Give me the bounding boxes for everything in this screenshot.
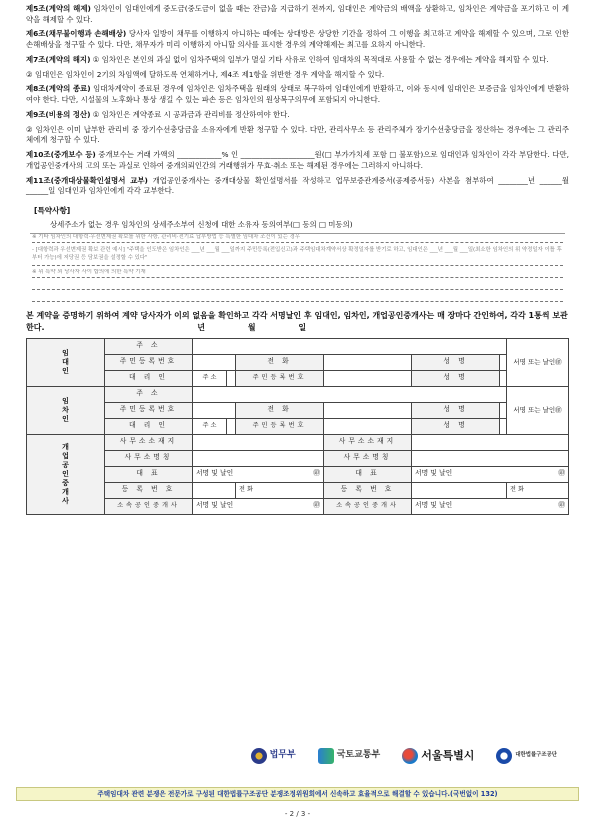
agency-logos: [0, 748, 595, 764]
agent1-belong-sign-label: 서명 및 날인: [195, 501, 234, 510]
agent2-office-name-field[interactable]: [412, 450, 569, 466]
agent1-rep-seal[interactable]: ㊞: [313, 469, 320, 478]
lessor-proxy-addr-field[interactable]: [226, 370, 235, 386]
article-6-body: 당사자 일방이 채무를 이행하지 아니하는 때에는 상대방은 상당한 기간을 정하여 그 이행을 최고하고 계약을 해제할 수 있으며, 그로 인한 손해배상을 청구할 수 있다. 다만, 채무자가 미리 이행하지 아니할 의사를 표시한 경우의 계약해제는 최고를 요하지 아니한다.: [26, 29, 569, 50]
lessor-regno-field[interactable]: [192, 354, 235, 370]
article-11-body: 개업공인중개사는 중개대상물 확인설명서를 작성하고 업무보증관계증서(공제증서등) 사본을 첨부하여 ________년 ______월 ______일 임대인과 임차인에게 각각 교부한다.: [26, 175, 569, 196]
lessee-phone-field[interactable]: [324, 402, 412, 418]
lessor-seal[interactable]: 서명 또는 날인㊞: [507, 338, 569, 386]
lessee-proxy-label: 대 리 인: [104, 418, 192, 434]
logo-moj: [251, 748, 296, 764]
article-5-body: 임차인이 임대인에게 중도금(중도금이 없을 때는 잔금)을 지급하기 전까지, 임대인은 계약금의 배액을 상환하고, 임차인은 계약금을 포기하고 이 계약을 해제할 수 있다.: [26, 4, 569, 24]
lessee-row-address: [27, 386, 569, 402]
agent-row-name: [27, 450, 569, 466]
lessee-proxy-name-label: 성 명: [412, 418, 500, 434]
proof-text: 본 계약을 증명하기 위하여 계약 당사자가 이의 없음을 확인하고 각각 서명날인 후 임대인, 임차인, 개업공인중개사는 매 장마다 간인하여, 각각 1통씩 보관한다.: [26, 310, 568, 332]
article-7: [26, 55, 569, 66]
lessor-proxy-regno-field[interactable]: [324, 370, 412, 386]
lessor-row-proxy: [27, 370, 569, 386]
date-month[interactable]: 월: [247, 322, 256, 332]
lessee-proxy-regno-label: 주민등록번호: [236, 418, 324, 434]
lessor-phone-field[interactable]: [324, 354, 412, 370]
lessor-name-field[interactable]: [500, 354, 507, 370]
special-terms-box: [30, 220, 565, 302]
special-terms-consent[interactable]: 상세주소가 없는 경우 임차인의 상세주소부여 신청에 대한 소유자 동의여부(□ 동의 □ 미동의): [30, 220, 565, 234]
special-terms-title: [특약사항]: [34, 206, 71, 216]
agent-row-office: [27, 434, 569, 450]
article-8-body: 임대차계약이 종료된 경우에 임차인은 임차주택을 원래의 상태로 복구하여 임대인에게 반환하고, 이와 동시에 임대인은 보증금을 임차인에게 반환하여야 한다. 다만, 시설물의 노후화나 통상 생길 수 있는 파손 등은 임차인의 원상복구의무에 포함되지 아니한다.: [26, 84, 569, 105]
moj-emblem-icon: [251, 748, 267, 764]
agent2-belong-field[interactable]: [412, 498, 569, 514]
agent2-belong-sign-label: 서명 및 날인: [415, 501, 453, 510]
lessee-name-field[interactable]: [500, 402, 507, 418]
agent2-belong-seal[interactable]: ㊞: [558, 501, 565, 510]
lessor-phone-label: 전 화: [236, 354, 324, 370]
signature-table: [26, 338, 569, 515]
agent1-rep-sign-label: 서명 및 날인: [195, 469, 234, 478]
agent1-belong-field[interactable]: [192, 498, 323, 514]
lessee-proxy-regno-field[interactable]: [324, 418, 412, 434]
article-9: [26, 110, 569, 121]
article-7-clause-2: ② 임대인은 임차인이 2기의 차임액에 달하도록 연체하거나, 제4조 제1항을 위반한 경우 계약을 해지할 수 있다.: [26, 69, 385, 79]
agent1-office-name-label: 사무소명칭: [104, 450, 192, 466]
lessor-proxy-name-label: 성 명: [412, 370, 500, 386]
article-11-head: 제11조(중개대상물확인설명서 교부): [26, 175, 148, 185]
lessee-proxy-addr-label: 주 소: [192, 418, 226, 434]
agent2-rep-seal[interactable]: ㊞: [558, 469, 565, 478]
lessee-address-field[interactable]: [192, 386, 506, 402]
lessee-name-label: 성 명: [412, 402, 500, 418]
agent2-rep-sign-label: 서명 및 날인: [415, 469, 453, 478]
lessee-phone-label: 전 화: [236, 402, 324, 418]
agent1-office-name-field[interactable]: [192, 450, 323, 466]
agent2-rep-field[interactable]: [412, 466, 569, 482]
article-5: [26, 4, 569, 25]
lessor-side-label: 임대인: [27, 338, 105, 386]
lessor-proxy-addr-label: 주 소: [192, 370, 226, 386]
special-terms-example[interactable]: - [대항력과 우선변제권 확보 관련 예시] "주택을 인도받은 임차인은 ___년 ___월 ___일까지 주민등록(전입신고)과 주택임대차계약서상 확정일자를 받기로 하고, 임대인은 ___년 ___월 ___일(최소한 임차인의 위 약정일자 이틀 후부터 가능)에 저당권 등 담보권을 설정할 수 있다": [32, 246, 563, 266]
lessor-proxy-label: 대 리 인: [104, 370, 192, 386]
agent2-office-addr-field[interactable]: [412, 434, 569, 450]
agent1-phone-cell[interactable]: [236, 482, 324, 498]
article-5-head: 제5조(계약의 해제): [26, 4, 91, 13]
agent2-regnum-label: 등 록 번 호: [324, 482, 412, 498]
agent2-phone-cell[interactable]: [507, 482, 569, 498]
lessee-regno-label: 주민등록번호: [104, 402, 192, 418]
agent1-belong-label: 소속공인중개사: [104, 498, 192, 514]
agent1-office-addr-label: 사무소소재지: [104, 434, 192, 450]
lessor-address-label: 주 소: [104, 338, 192, 354]
lessee-side-label: 임차인: [27, 386, 105, 434]
lessor-row-id: [27, 354, 569, 370]
date-day[interactable]: 일: [298, 322, 307, 332]
special-terms-blank-1[interactable]: [32, 281, 563, 290]
agent1-rep-label: 대 표: [104, 466, 192, 482]
contract-date: [57, 322, 306, 334]
agent1-office-addr-field[interactable]: [192, 434, 323, 450]
agent-row-regnum: [27, 482, 569, 498]
agent2-office-name-label: 사무소명칭: [324, 450, 412, 466]
logo-klac: [496, 748, 557, 764]
article-11: [26, 176, 569, 197]
logo-seoul: [402, 748, 474, 764]
lessee-address-label: 주 소: [104, 386, 192, 402]
proof-statement: [26, 310, 569, 334]
lessor-address-field[interactable]: [192, 338, 506, 354]
special-terms-blank-2[interactable]: [32, 293, 563, 302]
agent2-phone-label: 전 화: [510, 486, 524, 494]
article-9-head: 제9조(비용의 정산): [26, 109, 91, 119]
agent2-office-addr-label: 사무소소재지: [324, 434, 412, 450]
logo-seoul-text: 서울특별시: [421, 749, 475, 763]
lessor-name-label: 성 명: [412, 354, 500, 370]
lessee-regno-field[interactable]: [192, 402, 235, 418]
article-9-clause-2: ② 임차인은 이미 납부한 관리비 중 장기수선충당금을 소유자에게 반환 청구할 수 있다. 다만, 관리사무소 등 관리주체가 장기수선충당금을 정산하는 경우에는 그 관리주체에게 청구할 수 있다.: [26, 124, 569, 145]
logo-molit: [318, 748, 380, 764]
agent1-phone-label: 전 화: [239, 486, 253, 494]
lessor-proxy-regno-label: 주민등록번호: [236, 370, 324, 386]
agent1-regnum-field[interactable]: [192, 482, 235, 498]
dispute-notice-bar: 주택임대차 관련 분쟁은 전문가로 구성된 대한법률구조공단 분쟁조정위원회에서 신속하고 효율적으로 해결할 수 있습니다.(국번없이 132): [16, 787, 579, 801]
agent2-belong-label: 소속공인중개사: [324, 498, 412, 514]
article-10-head: 제10조(중개보수 등): [26, 150, 96, 160]
article-6: [26, 29, 569, 50]
page-number: - 2 / 3 -: [284, 810, 311, 818]
lessor-regno-label: 주민등록번호: [104, 354, 192, 370]
agent1-regnum-label: 등 록 번 호: [104, 482, 192, 498]
lessee-proxy-name-field[interactable]: [500, 418, 507, 434]
lessee-seal[interactable]: 서명 또는 날인㊞: [507, 386, 569, 434]
article-8: [26, 84, 569, 105]
lessee-row-proxy: [27, 418, 569, 434]
article-6-head: 제6조(채무불이행과 손해배상): [26, 29, 127, 39]
seoul-emblem-icon: [402, 748, 418, 764]
article-9-body: ① 임차인은 계약종료 시 공과금과 관리비를 정산하여야 한다.: [90, 109, 290, 119]
agent1-rep-field[interactable]: [192, 466, 323, 482]
article-7-head: 제7조(계약의 해지): [26, 54, 91, 64]
lessor-proxy-name-field[interactable]: [500, 370, 507, 386]
special-terms-note[interactable]: ※ 기타 임차인의 대항력·우선변제권 확보를 위한 사항, 관리비·전기료 납부방법 등 특별한 임대차 조건이 있는 경우: [32, 234, 563, 243]
logo-moj-text: 법무부: [269, 750, 296, 761]
agent1-belong-seal[interactable]: ㊞: [313, 501, 320, 510]
date-year[interactable]: 년: [197, 322, 206, 332]
agent2-regnum-field[interactable]: [412, 482, 507, 498]
special-terms-other[interactable]: ※ 위 특약 외 당사자 사이 합의에 의한 특약 기재: [32, 269, 563, 278]
article-10: [26, 150, 569, 171]
article-7-body: ① 임차인은 본인의 과실 없이 임차주택의 일부가 멸실 기타 사유로 인하여 임대차의 목적대로 사용할 수 없는 경우에는 계약을 해지할 수 있다.: [90, 54, 549, 64]
lessee-proxy-addr-field[interactable]: [226, 418, 235, 434]
article-10-body: 중개보수는 거래 가액의 ____________% 인 ____________________원(□ 부가가치세 포함 □ 불포함)으로 임대인과 임차인이 각각 부담한다. 다만, 개업공인중개사의 고의 또는 과실로 인하여 중개의뢰인간의 거래행위가 무효·취소 또는 해제된 경우에는 그러하지 아니하다.: [26, 150, 569, 170]
lessor-row-address: [27, 338, 569, 354]
agent-row-belong: [27, 498, 569, 514]
logo-molit-text: 국토교통부: [336, 750, 381, 761]
logo-klac-text: 대한법률구조공단: [515, 752, 557, 759]
article-8-head: 제8조(계약의 종료): [26, 84, 91, 94]
klac-emblem-icon: [496, 748, 512, 764]
molit-emblem-icon: [318, 748, 334, 764]
agent-side-label: 개업공인중개사: [27, 434, 105, 514]
lessee-row-id: [27, 402, 569, 418]
agent2-rep-label: 대 표: [324, 466, 412, 482]
agent-row-rep: [27, 466, 569, 482]
